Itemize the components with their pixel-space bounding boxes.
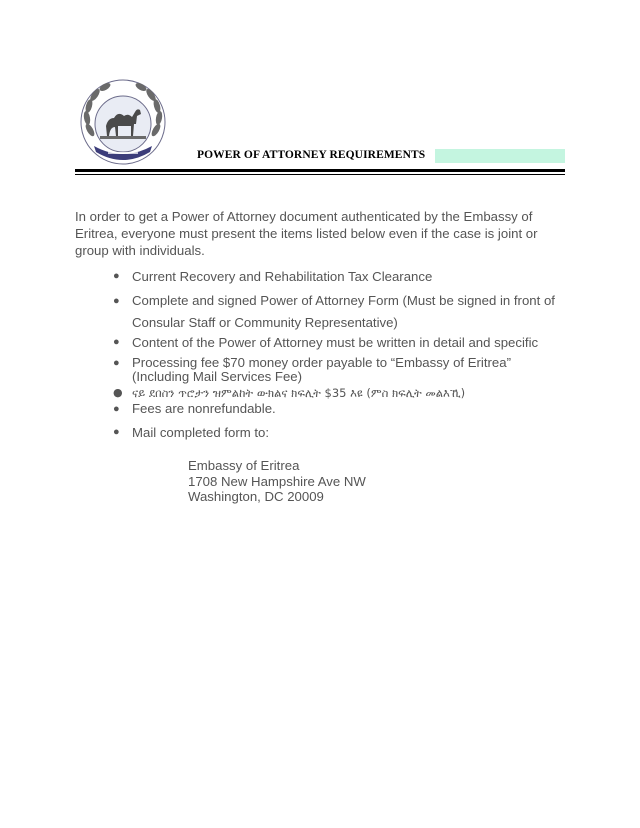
- page-title: POWER OF ATTORNEY REQUIREMENTS: [197, 149, 426, 161]
- bullet-icon: ●: [113, 426, 120, 438]
- bullet-icon: ●: [113, 270, 120, 282]
- header-rule-thin: [75, 174, 565, 175]
- bullet-icon: ●: [113, 386, 123, 399]
- mailing-address: [188, 458, 366, 505]
- intro-paragraph: In order to get a Power of Attorney document authenticated by the Embassy of Eritrea, everyone must present the items listed below even if the case is joint or group with individuals.: [75, 209, 538, 258]
- bullet-icon: ●: [113, 336, 120, 348]
- document-header: [0, 0, 640, 180]
- list-item: ● Current Recovery and Rehabilitation Tax Clearance: [113, 269, 433, 284]
- header-rule-thick: [75, 169, 565, 172]
- list-item: ● Complete and signed Power of Attorney Form (Must be signed in front of Consular Staff or Community Representative): [0, 290, 562, 334]
- address-line-1: Embassy of Eritrea: [188, 458, 300, 473]
- bullet-icon: ●: [113, 295, 120, 307]
- list-item: ● Processing fee $70 money order payable to “Embassy of Eritrea” (Including Mail Services Fee): [113, 355, 511, 384]
- bullet-icon: ●: [113, 403, 120, 415]
- eritrea-camel-seal-icon: [78, 78, 168, 166]
- requirements-list: [0, 268, 640, 441]
- list-item: ● Mail completed form to:: [113, 425, 270, 440]
- title-highlight-bar: [435, 149, 565, 163]
- list-item: ● Fees are nonrefundable.: [113, 401, 276, 416]
- bullet-icon: ●: [113, 357, 120, 369]
- list-item: ● Content of the Power of Attorney must be written in detail and specific: [113, 335, 539, 350]
- address-line-3: Washington, DC 20009: [188, 489, 324, 504]
- list-item: ● ናይ ደበስን ጥሮታን ዝምልከት ውክልና ክፍሊት $35 እዩ (ምስ ክፍሊት መልእኺ): [113, 386, 466, 400]
- address-line-2: 1708 New Hampshire Ave NW: [188, 473, 366, 489]
